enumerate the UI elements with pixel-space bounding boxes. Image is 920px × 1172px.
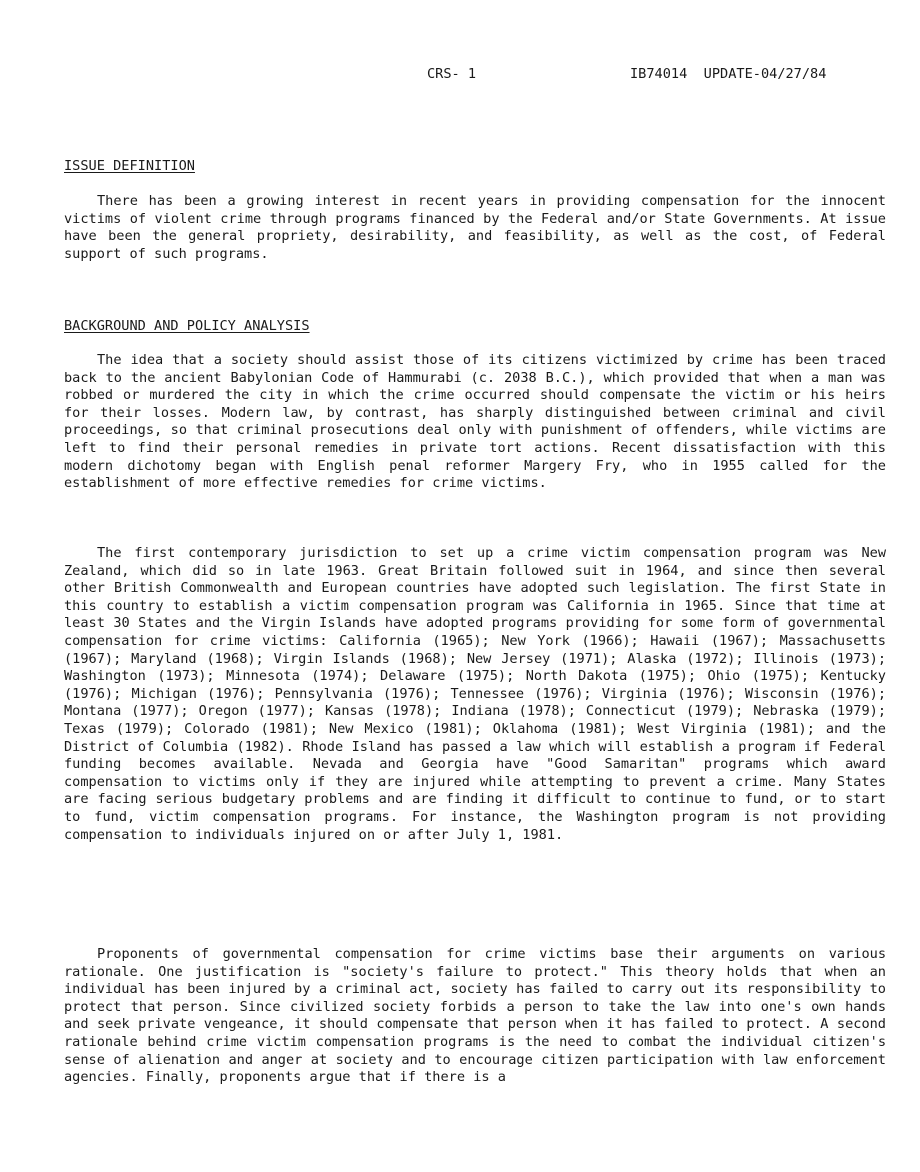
section-heading-background: BACKGROUND AND POLICY ANALYSIS	[64, 318, 310, 334]
paragraph-issue-definition: There has been a growing interest in recent years in providing compensation for the innocent victims of violent crime through programs financed by the Federal and/or State Governments. At issue have been the general propriety, desirability, and feasibility, as well as the cost, of Federal support of such programs.	[64, 193, 886, 262]
paragraph-background-2: The first contemporary jurisdiction to set up a crime victim compensation program was New Zealand, which did so in late 1963. Great Britain followed suit in 1964, and since then several other British Commonwealth and European countries have adopted such legislation. The first State in this country to establish a victim compensation program was California in 1965. Since that time at least 30 States and the Virgin Islands have adopted programs providing for some form of governmental compensation for crime victims: California (1965); New York (1966); Hawaii (1967); Massachusetts (1967); Maryland (1968); Virgin Islands (1968); New Jersey (1971); Alaska (1972); Illinois (1973); Washington (1973); Minnesota (1974); Delaware (1975); North Dakota (1975); Ohio (1975); Kentucky (1976); Michigan (1976); Pennsylvania (1976); Tennessee (1976); Virginia (1976); Wisconsin (1976); Montana (1977); Oregon (1977); Kansas (1978); Indiana (1978); Connecticut (1979); Nebraska (1979); Texas (1979); Colorado (1981); New Mexico (1981); Oklahoma (1981); West Virginia (1981); and the District of Columbia (1982). Rhode Island has passed a law which will establish a program if Federal funding becomes available. Nevada and Georgia have "Good Samaritan" programs which award compensation to victims only if they are injured while attempting to prevent a crime. Many States are facing serious budgetary problems and are finding it difficult to continue to fund, or to start to fund, victim compensation programs. For instance, the Washington program is not providing compensation to individuals injured on or after July 1, 1981.	[64, 545, 886, 843]
paragraph-background-3: Proponents of governmental compensation for crime victims base their arguments on various rationale. One justification is "society's failure to protect." This theory holds that when an individual has been injured by a criminal act, society has failed to carry out its responsibility to protect that person. Since civilized society forbids a person to take the law into one's own hands and seek private vengeance, it should compensate that person when it has failed to protect. A second rationale behind crime victim compensation programs is the need to combat the individual citizen's sense of alienation and anger at society and to encourage citizen participation with law enforcement agencies. Finally, proponents argue that if there is a	[64, 946, 886, 1086]
document-id: IB74014 UPDATE-04/27/84	[630, 66, 827, 82]
paragraph-background-1: The idea that a society should assist those of its citizens victimized by crime has been traced back to the ancient Babylonian Code of Hammurabi (c. 2038 B.C.), which provided that when a man was robbed or murdered the city in which the crime occurred should compensate the victim or his heirs for their losses. Modern law, by contrast, has sharply distinguished between criminal and civil proceedings, so that criminal prosecutions deal only with punishment of offenders, while victims are left to find their personal remedies in private tort actions. Recent dissatisfaction with this modern dichotomy began with English penal reformer Margery Fry, who in 1955 called for the establishment of more effective remedies for crime victims.	[64, 352, 886, 492]
section-heading-issue-definition: ISSUE DEFINITION	[64, 158, 195, 174]
page-header	[0, 66, 920, 86]
page-label: CRS- 1	[427, 66, 477, 82]
